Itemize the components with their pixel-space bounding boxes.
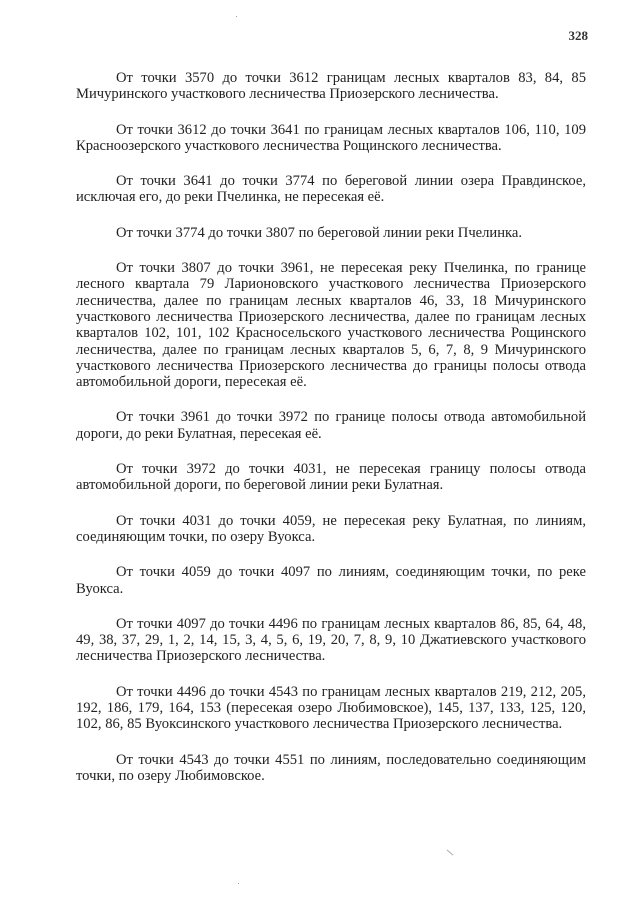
paragraph: От точки 4031 до точки 4059, не пересекая реку Булатная, по линиям, соединяющим точки, по озеру Вуокса. — [76, 512, 586, 545]
paragraph: От точки 3612 до точки 3641 по границам лесных кварталов 106, 110, 109 Красноозерского участкового лесничества Рощинского лесничества. — [76, 121, 586, 154]
paragraph: От точки 3641 до точки 3774 по береговой линии озера Правдинское, исключая его, до реки Пчелинка, не пересекая её. — [76, 173, 586, 206]
paragraph: От точки 4496 до точки 4543 по границам лесных кварталов 219, 212, 205, 192, 186, 179, 164, 153 (пересекая озеро Любимовское), 145, 137, 133, 125, 120, 102, 86, 85 Вуоксинского участкового лесничества Приозерского лесничества. — [76, 683, 586, 733]
paragraph: От точки 4097 до точки 4496 по границам лесных кварталов 86, 85, 64, 48, 49, 38, 37, 29, 1, 2, 14, 15, 3, 4, 5, 6, 19, 20, 7, 8, 9, 10 Джатиевского участкового лесничества Приозерского лесничества. — [76, 615, 586, 665]
paragraph: От точки 3972 до точки 4031, не пересекая границу полосы отвода автомобильной дороги, по береговой линии реки Булатная. — [76, 461, 586, 494]
paragraph: От точки 3570 до точки 3612 границам лесных кварталов 83, 84, 85 Мичуринского участкового лесничества Приозерского лесничества. — [76, 70, 586, 103]
paragraph: От точки 3774 до точки 3807 по береговой линии реки Пчелинка. — [116, 224, 523, 241]
paragraph: От точки 4543 до точки 4551 по линиям, последовательно соединяющим точки, по озеру Любимовское. — [76, 751, 586, 784]
page-number: 328 — [568, 28, 588, 43]
paragraph: От точки 4059 до точки 4097 по линиям, соединяющим точки, по реке Вуокса. — [76, 564, 586, 597]
scan-mark — [447, 850, 454, 856]
scan-speck — [236, 16, 237, 17]
paragraph: От точки 3807 до точки 3961, не пересекая реку Пчелинка, по границе лесного квартала 79 Ларионовского участкового лесничества Приозерского лесничества, далее по границам лесных кварталов 46, 33, 18 Мичуринского участкового лесничества Приозерского лесничества, далее по границам лесных кварталов 102, 101, 102 Красносельского участкового лесничества Рощинского лесничества, далее по границам лесных кварталов 5, 6, 7, 8, 9 Мичуринского участкового лесничества Приозерского лесничества до границы полосы отвода автомобильной дороги, пересекая её. — [76, 260, 586, 391]
scan-speck — [238, 883, 239, 884]
document-body — [76, 70, 586, 803]
paragraph: От точки 3961 до точки 3972 по границе полосы отвода автомобильной дороги, до реки Булатная, пересекая её. — [76, 409, 586, 442]
